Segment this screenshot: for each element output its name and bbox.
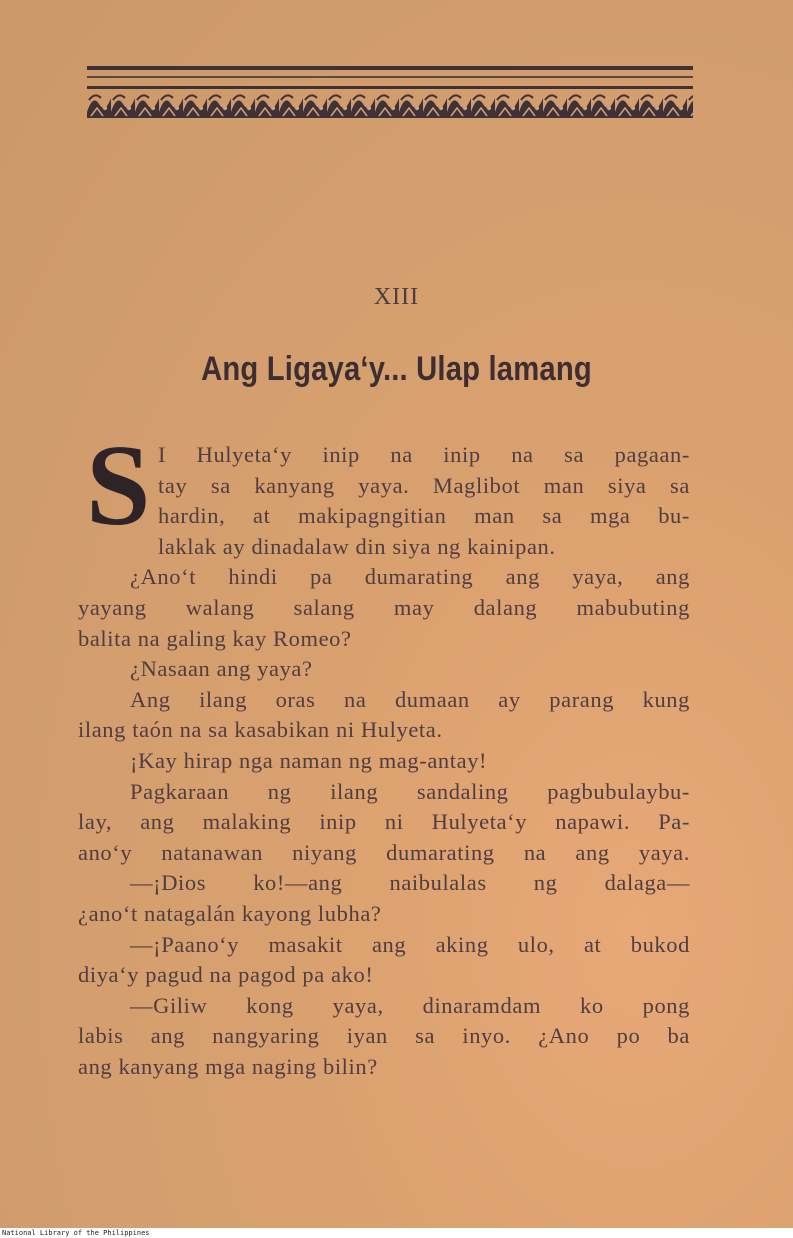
text-line: —¡Dios ko!—ang naibulalas ng dalaga—: [130, 870, 690, 896]
chapter-body: [78, 422, 690, 1082]
drop-cap-letter: S: [86, 422, 151, 550]
text-line: lay, ang malaking inip ni Hulyeta‘y napawi. Pa-: [78, 809, 690, 835]
ornament-border-icon: [87, 90, 693, 120]
text-line: ilang taón na sa kasabikan ni Hulyeta.: [78, 717, 443, 743]
text-line: hardin, at makipagngitian man sa mga bu-: [158, 503, 690, 529]
text-line: balita na galing kay Romeo?: [78, 625, 352, 651]
text-line: ¿Ano‘t hindi pa dumarating ang yaya, ang: [130, 564, 690, 590]
text-line: ¿Nasaan ang yaya?: [130, 656, 313, 682]
text-line: Ang ilang oras na dumaan ay parang kung: [130, 686, 690, 712]
text-line: ¿ano‘t natagalán kayong lubha?: [78, 900, 382, 926]
source-credit: National Library of the Philippines: [0, 1228, 793, 1238]
chapter-number: XIII: [373, 284, 420, 310]
text-line: labis ang nangyaring iyan sa inyo. ¿Ano po ba: [78, 1023, 690, 1049]
header-rule-bottom: [87, 86, 693, 89]
text-line: ano‘y natanawan niyang dumarating na ang yaya.: [78, 839, 690, 865]
text-line: I Hulyeta‘y inip na inip na sa pagaan-: [158, 442, 690, 467]
text-line: laklak ay dinadalaw din siya ng kainipan.: [158, 533, 556, 559]
text-line: ¡Kay hirap nga naman ng mag-antay!: [130, 747, 488, 773]
chapter-title: Ang Ligaya‘y... Ulap lamang: [201, 350, 592, 388]
text-line: diya‘y pagud na pagod pa ako!: [78, 962, 374, 988]
text-line: —¡Paano‘y masakit ang aking ulo, at bukod: [130, 931, 690, 957]
header-rule-middle: [87, 76, 693, 78]
text-line: tay sa kanyang yaya. Maglibot man siya sa: [158, 472, 690, 498]
header-rule-top: [87, 66, 693, 70]
text-line: yayang walang salang may dalang mabubuting: [78, 594, 690, 620]
text-line: Pagkaraan ng ilang sandaling pagbubulaybu-: [130, 778, 690, 804]
text-line: —Giliw kong yaya, dinaramdam ko pong: [130, 992, 690, 1018]
text-line: ang kanyang mga naging bilin?: [78, 1053, 378, 1079]
